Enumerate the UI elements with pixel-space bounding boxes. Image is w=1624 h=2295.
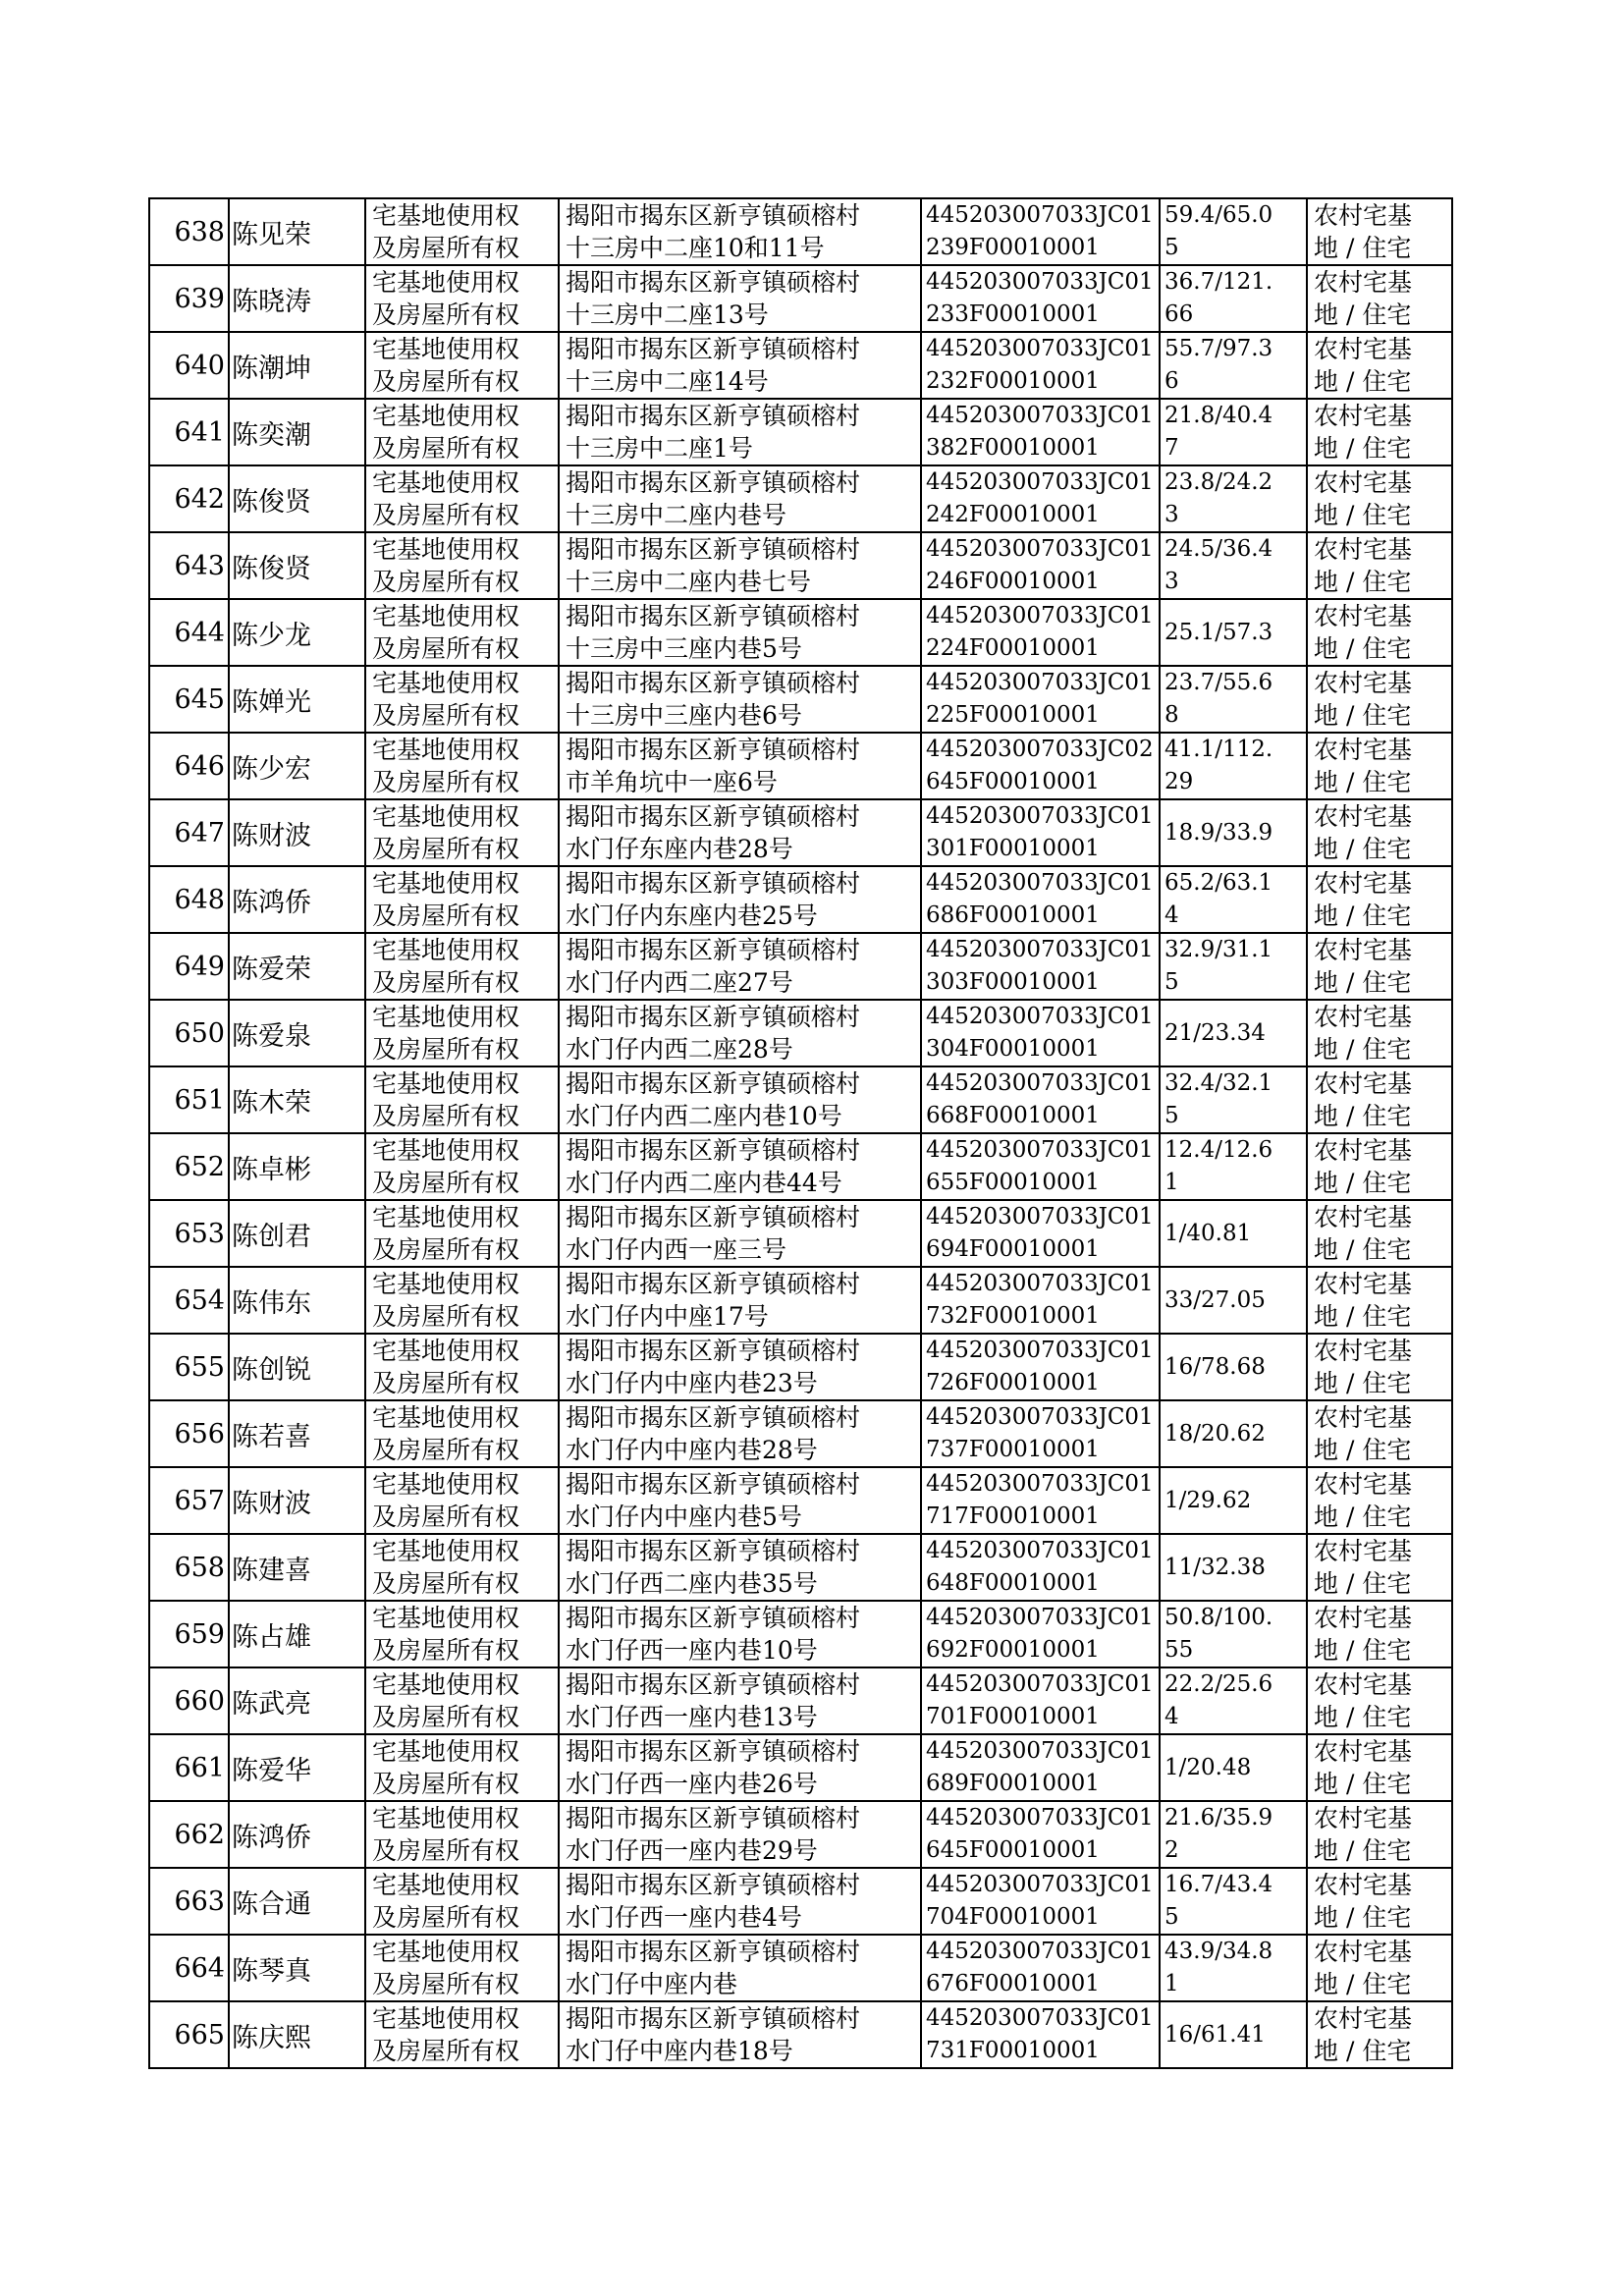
right-type-cell: 宅基地使用权 及房屋所有权 [365, 1066, 559, 1133]
area-value-cell: 32.9/31.1 5 [1160, 933, 1307, 1000]
table-row [149, 1667, 1452, 1734]
land-use-cell: 农村宅基 地 / 住宅 [1307, 733, 1452, 799]
owner-name-cell: 陈见荣 [229, 198, 365, 265]
unit-code-cell: 445203007033JC01 686F00010001 [921, 866, 1160, 933]
unit-code-cell: 445203007033JC01 655F00010001 [921, 1133, 1160, 1200]
land-use-cell: 农村宅基 地 / 住宅 [1307, 1267, 1452, 1334]
area-value-cell: 65.2/63.1 4 [1160, 866, 1307, 933]
owner-name-cell: 陈俊贤 [229, 465, 365, 532]
row-number-cell: 657 [149, 1467, 229, 1534]
table-row [149, 1400, 1452, 1467]
area-value-cell: 18.9/33.9 [1160, 799, 1307, 866]
owner-name-cell: 陈木荣 [229, 1066, 365, 1133]
row-number-cell: 642 [149, 465, 229, 532]
unit-code-cell: 445203007033JC01 731F00010001 [921, 2001, 1160, 2068]
land-use-cell: 农村宅基 地 / 住宅 [1307, 1467, 1452, 1534]
land-use-cell: 农村宅基 地 / 住宅 [1307, 1801, 1452, 1868]
right-type-cell: 宅基地使用权 及房屋所有权 [365, 1000, 559, 1066]
property-address-cell: 揭阳市揭东区新亨镇硕榕村 水门仔内中座17号 [559, 1267, 921, 1334]
land-use-cell: 农村宅基 地 / 住宅 [1307, 332, 1452, 399]
table-row [149, 532, 1452, 599]
right-type-cell: 宅基地使用权 及房屋所有权 [365, 1400, 559, 1467]
area-value-cell: 32.4/32.1 5 [1160, 1066, 1307, 1133]
right-type-cell: 宅基地使用权 及房屋所有权 [365, 2001, 559, 2068]
property-address-cell: 揭阳市揭东区新亨镇硕榕村 水门仔东座内巷28号 [559, 799, 921, 866]
land-use-cell: 农村宅基 地 / 住宅 [1307, 1133, 1452, 1200]
land-use-cell: 农村宅基 地 / 住宅 [1307, 532, 1452, 599]
area-value-cell: 16.7/43.4 5 [1160, 1868, 1307, 1935]
area-value-cell: 36.7/121. 66 [1160, 265, 1307, 332]
row-number-cell: 638 [149, 198, 229, 265]
row-number-cell: 651 [149, 1066, 229, 1133]
right-type-cell: 宅基地使用权 及房屋所有权 [365, 1667, 559, 1734]
table-row [149, 733, 1452, 799]
land-use-cell: 农村宅基 地 / 住宅 [1307, 1334, 1452, 1400]
right-type-cell: 宅基地使用权 及房屋所有权 [365, 733, 559, 799]
table-row [149, 465, 1452, 532]
land-use-cell: 农村宅基 地 / 住宅 [1307, 1066, 1452, 1133]
property-address-cell: 揭阳市揭东区新亨镇硕榕村 水门仔内中座内巷5号 [559, 1467, 921, 1534]
right-type-cell: 宅基地使用权 及房屋所有权 [365, 1133, 559, 1200]
area-value-cell: 43.9/34.8 1 [1160, 1935, 1307, 2001]
right-type-cell: 宅基地使用权 及房屋所有权 [365, 265, 559, 332]
row-number-cell: 663 [149, 1868, 229, 1935]
area-value-cell: 18/20.62 [1160, 1400, 1307, 1467]
land-use-cell: 农村宅基 地 / 住宅 [1307, 599, 1452, 666]
row-number-cell: 660 [149, 1667, 229, 1734]
property-address-cell: 揭阳市揭东区新亨镇硕榕村 十三房中三座内巷6号 [559, 666, 921, 733]
unit-code-cell: 445203007033JC02 645F00010001 [921, 733, 1160, 799]
unit-code-cell: 445203007033JC01 648F00010001 [921, 1534, 1160, 1601]
land-use-cell: 农村宅基 地 / 住宅 [1307, 399, 1452, 465]
property-address-cell: 揭阳市揭东区新亨镇硕榕村 十三房中二座内巷七号 [559, 532, 921, 599]
table-row [149, 799, 1452, 866]
row-number-cell: 664 [149, 1935, 229, 2001]
area-value-cell: 50.8/100. 55 [1160, 1601, 1307, 1667]
owner-name-cell: 陈潮坤 [229, 332, 365, 399]
area-value-cell: 1/20.48 [1160, 1734, 1307, 1801]
unit-code-cell: 445203007033JC01 382F00010001 [921, 399, 1160, 465]
owner-name-cell: 陈鸿侨 [229, 1801, 365, 1868]
unit-code-cell: 445203007033JC01 717F00010001 [921, 1467, 1160, 1534]
table-row [149, 1000, 1452, 1066]
property-address-cell: 揭阳市揭东区新亨镇硕榕村 十三房中二座13号 [559, 265, 921, 332]
right-type-cell: 宅基地使用权 及房屋所有权 [365, 866, 559, 933]
unit-code-cell: 445203007033JC01 701F00010001 [921, 1667, 1160, 1734]
table-row [149, 599, 1452, 666]
property-address-cell: 揭阳市揭东区新亨镇硕榕村 水门仔内西二座27号 [559, 933, 921, 1000]
row-number-cell: 645 [149, 666, 229, 733]
owner-name-cell: 陈奕潮 [229, 399, 365, 465]
registration-table [148, 197, 1453, 2069]
row-number-cell: 665 [149, 2001, 229, 2068]
area-value-cell: 24.5/36.4 3 [1160, 532, 1307, 599]
unit-code-cell: 445203007033JC01 225F00010001 [921, 666, 1160, 733]
right-type-cell: 宅基地使用权 及房屋所有权 [365, 799, 559, 866]
property-address-cell: 揭阳市揭东区新亨镇硕榕村 水门仔内西二座28号 [559, 1000, 921, 1066]
unit-code-cell: 445203007033JC01 694F00010001 [921, 1200, 1160, 1267]
right-type-cell: 宅基地使用权 及房屋所有权 [365, 1267, 559, 1334]
land-use-cell: 农村宅基 地 / 住宅 [1307, 198, 1452, 265]
land-use-cell: 农村宅基 地 / 住宅 [1307, 1935, 1452, 2001]
area-value-cell: 23.8/24.2 3 [1160, 465, 1307, 532]
row-number-cell: 639 [149, 265, 229, 332]
right-type-cell: 宅基地使用权 及房屋所有权 [365, 532, 559, 599]
right-type-cell: 宅基地使用权 及房屋所有权 [365, 1467, 559, 1534]
unit-code-cell: 445203007033JC01 303F00010001 [921, 933, 1160, 1000]
owner-name-cell: 陈卓彬 [229, 1133, 365, 1200]
property-address-cell: 揭阳市揭东区新亨镇硕榕村 水门仔中座内巷 [559, 1935, 921, 2001]
unit-code-cell: 445203007033JC01 242F00010001 [921, 465, 1160, 532]
area-value-cell: 33/27.05 [1160, 1267, 1307, 1334]
property-address-cell: 揭阳市揭东区新亨镇硕榕村 十三房中二座14号 [559, 332, 921, 399]
table-row [149, 1601, 1452, 1667]
owner-name-cell: 陈爱泉 [229, 1000, 365, 1066]
owner-name-cell: 陈占雄 [229, 1601, 365, 1667]
area-value-cell: 21/23.34 [1160, 1000, 1307, 1066]
area-value-cell: 1/40.81 [1160, 1200, 1307, 1267]
land-use-cell: 农村宅基 地 / 住宅 [1307, 1667, 1452, 1734]
unit-code-cell: 445203007033JC01 689F00010001 [921, 1734, 1160, 1801]
owner-name-cell: 陈财波 [229, 799, 365, 866]
unit-code-cell: 445203007033JC01 239F00010001 [921, 198, 1160, 265]
land-use-cell: 农村宅基 地 / 住宅 [1307, 666, 1452, 733]
land-use-cell: 农村宅基 地 / 住宅 [1307, 1534, 1452, 1601]
property-address-cell: 揭阳市揭东区新亨镇硕榕村 水门仔内西二座内巷10号 [559, 1066, 921, 1133]
land-use-cell: 农村宅基 地 / 住宅 [1307, 2001, 1452, 2068]
row-number-cell: 650 [149, 1000, 229, 1066]
land-use-cell: 农村宅基 地 / 住宅 [1307, 465, 1452, 532]
area-value-cell: 1/29.62 [1160, 1467, 1307, 1534]
right-type-cell: 宅基地使用权 及房屋所有权 [365, 1334, 559, 1400]
owner-name-cell: 陈财波 [229, 1467, 365, 1534]
row-number-cell: 648 [149, 866, 229, 933]
table-row [149, 1267, 1452, 1334]
area-value-cell: 59.4/65.0 5 [1160, 198, 1307, 265]
right-type-cell: 宅基地使用权 及房屋所有权 [365, 1534, 559, 1601]
owner-name-cell: 陈武亮 [229, 1667, 365, 1734]
owner-name-cell: 陈爱华 [229, 1734, 365, 1801]
unit-code-cell: 445203007033JC01 676F00010001 [921, 1935, 1160, 2001]
unit-code-cell: 445203007033JC01 304F00010001 [921, 1000, 1160, 1066]
right-type-cell: 宅基地使用权 及房屋所有权 [365, 332, 559, 399]
land-use-cell: 农村宅基 地 / 住宅 [1307, 1400, 1452, 1467]
unit-code-cell: 445203007033JC01 233F00010001 [921, 265, 1160, 332]
area-value-cell: 16/61.41 [1160, 2001, 1307, 2068]
table-row [149, 1200, 1452, 1267]
table-row [149, 332, 1452, 399]
owner-name-cell: 陈少龙 [229, 599, 365, 666]
row-number-cell: 659 [149, 1601, 229, 1667]
owner-name-cell: 陈少宏 [229, 733, 365, 799]
table-row [149, 1801, 1452, 1868]
row-number-cell: 641 [149, 399, 229, 465]
land-use-cell: 农村宅基 地 / 住宅 [1307, 866, 1452, 933]
unit-code-cell: 445203007033JC01 645F00010001 [921, 1801, 1160, 1868]
right-type-cell: 宅基地使用权 及房屋所有权 [365, 1868, 559, 1935]
area-value-cell: 55.7/97.3 6 [1160, 332, 1307, 399]
table-row [149, 933, 1452, 1000]
table-row [149, 1534, 1452, 1601]
land-use-cell: 农村宅基 地 / 住宅 [1307, 933, 1452, 1000]
area-value-cell: 25.1/57.3 [1160, 599, 1307, 666]
property-address-cell: 揭阳市揭东区新亨镇硕榕村 水门仔西一座内巷26号 [559, 1734, 921, 1801]
table-row [149, 1066, 1452, 1133]
row-number-cell: 658 [149, 1534, 229, 1601]
owner-name-cell: 陈晓涛 [229, 265, 365, 332]
right-type-cell: 宅基地使用权 及房屋所有权 [365, 1935, 559, 2001]
owner-name-cell: 陈俊贤 [229, 532, 365, 599]
right-type-cell: 宅基地使用权 及房屋所有权 [365, 599, 559, 666]
table-row [149, 1734, 1452, 1801]
owner-name-cell: 陈若喜 [229, 1400, 365, 1467]
owner-name-cell: 陈伟东 [229, 1267, 365, 1334]
row-number-cell: 661 [149, 1734, 229, 1801]
area-value-cell: 16/78.68 [1160, 1334, 1307, 1400]
property-address-cell: 揭阳市揭东区新亨镇硕榕村 十三房中三座内巷5号 [559, 599, 921, 666]
area-value-cell: 12.4/12.6 1 [1160, 1133, 1307, 1200]
table-row [149, 198, 1452, 265]
property-address-cell: 揭阳市揭东区新亨镇硕榕村 水门仔西一座内巷4号 [559, 1868, 921, 1935]
unit-code-cell: 445203007033JC01 726F00010001 [921, 1334, 1160, 1400]
right-type-cell: 宅基地使用权 及房屋所有权 [365, 933, 559, 1000]
owner-name-cell: 陈合通 [229, 1868, 365, 1935]
property-address-cell: 揭阳市揭东区新亨镇硕榕村 水门仔中座内巷18号 [559, 2001, 921, 2068]
row-number-cell: 653 [149, 1200, 229, 1267]
property-address-cell: 揭阳市揭东区新亨镇硕榕村 水门仔内中座内巷23号 [559, 1334, 921, 1400]
unit-code-cell: 445203007033JC01 692F00010001 [921, 1601, 1160, 1667]
row-number-cell: 656 [149, 1400, 229, 1467]
row-number-cell: 655 [149, 1334, 229, 1400]
land-use-cell: 农村宅基 地 / 住宅 [1307, 799, 1452, 866]
property-address-cell: 揭阳市揭东区新亨镇硕榕村 水门仔内中座内巷28号 [559, 1400, 921, 1467]
owner-name-cell: 陈庆熙 [229, 2001, 365, 2068]
unit-code-cell: 445203007033JC01 668F00010001 [921, 1066, 1160, 1133]
unit-code-cell: 445203007033JC01 232F00010001 [921, 332, 1160, 399]
right-type-cell: 宅基地使用权 及房屋所有权 [365, 1200, 559, 1267]
property-address-cell: 揭阳市揭东区新亨镇硕榕村 水门仔西二座内巷35号 [559, 1534, 921, 1601]
right-type-cell: 宅基地使用权 及房屋所有权 [365, 198, 559, 265]
owner-name-cell: 陈创锐 [229, 1334, 365, 1400]
right-type-cell: 宅基地使用权 及房屋所有权 [365, 1601, 559, 1667]
table-row [149, 866, 1452, 933]
table-row [149, 1133, 1452, 1200]
property-address-cell: 揭阳市揭东区新亨镇硕榕村 水门仔内西一座三号 [559, 1200, 921, 1267]
property-address-cell: 揭阳市揭东区新亨镇硕榕村 水门仔内西二座内巷44号 [559, 1133, 921, 1200]
table-row [149, 265, 1452, 332]
table-row [149, 1467, 1452, 1534]
right-type-cell: 宅基地使用权 及房屋所有权 [365, 465, 559, 532]
table-row [149, 1868, 1452, 1935]
owner-name-cell: 陈爱荣 [229, 933, 365, 1000]
owner-name-cell: 陈琴真 [229, 1935, 365, 2001]
land-use-cell: 农村宅基 地 / 住宅 [1307, 1601, 1452, 1667]
right-type-cell: 宅基地使用权 及房屋所有权 [365, 1734, 559, 1801]
unit-code-cell: 445203007033JC01 737F00010001 [921, 1400, 1160, 1467]
table-row [149, 1334, 1452, 1400]
land-use-cell: 农村宅基 地 / 住宅 [1307, 1200, 1452, 1267]
area-value-cell: 22.2/25.6 4 [1160, 1667, 1307, 1734]
table-row [149, 399, 1452, 465]
area-value-cell: 21.6/35.9 2 [1160, 1801, 1307, 1868]
land-use-cell: 农村宅基 地 / 住宅 [1307, 1000, 1452, 1066]
owner-name-cell: 陈婵光 [229, 666, 365, 733]
table-row [149, 1935, 1452, 2001]
owner-name-cell: 陈建喜 [229, 1534, 365, 1601]
row-number-cell: 662 [149, 1801, 229, 1868]
row-number-cell: 647 [149, 799, 229, 866]
row-number-cell: 652 [149, 1133, 229, 1200]
property-address-cell: 揭阳市揭东区新亨镇硕榕村 市羊角坑中一座6号 [559, 733, 921, 799]
right-type-cell: 宅基地使用权 及房屋所有权 [365, 1801, 559, 1868]
property-address-cell: 揭阳市揭东区新亨镇硕榕村 水门仔西一座内巷10号 [559, 1601, 921, 1667]
row-number-cell: 649 [149, 933, 229, 1000]
property-address-cell: 揭阳市揭东区新亨镇硕榕村 水门仔西一座内巷29号 [559, 1801, 921, 1868]
row-number-cell: 640 [149, 332, 229, 399]
unit-code-cell: 445203007033JC01 704F00010001 [921, 1868, 1160, 1935]
owner-name-cell: 陈鸿侨 [229, 866, 365, 933]
property-address-cell: 揭阳市揭东区新亨镇硕榕村 水门仔西一座内巷13号 [559, 1667, 921, 1734]
unit-code-cell: 445203007033JC01 224F00010001 [921, 599, 1160, 666]
area-value-cell: 11/32.38 [1160, 1534, 1307, 1601]
unit-code-cell: 445203007033JC01 301F00010001 [921, 799, 1160, 866]
row-number-cell: 654 [149, 1267, 229, 1334]
unit-code-cell: 445203007033JC01 246F00010001 [921, 532, 1160, 599]
property-address-cell: 揭阳市揭东区新亨镇硕榕村 水门仔内东座内巷25号 [559, 866, 921, 933]
table-body [149, 198, 1452, 2068]
table-row [149, 666, 1452, 733]
right-type-cell: 宅基地使用权 及房屋所有权 [365, 399, 559, 465]
property-address-cell: 揭阳市揭东区新亨镇硕榕村 十三房中二座1号 [559, 399, 921, 465]
land-use-cell: 农村宅基 地 / 住宅 [1307, 1868, 1452, 1935]
table-row [149, 2001, 1452, 2068]
land-use-cell: 农村宅基 地 / 住宅 [1307, 265, 1452, 332]
property-address-cell: 揭阳市揭东区新亨镇硕榕村 十三房中二座内巷号 [559, 465, 921, 532]
row-number-cell: 643 [149, 532, 229, 599]
land-use-cell: 农村宅基 地 / 住宅 [1307, 1734, 1452, 1801]
row-number-cell: 644 [149, 599, 229, 666]
owner-name-cell: 陈创君 [229, 1200, 365, 1267]
area-value-cell: 23.7/55.6 8 [1160, 666, 1307, 733]
property-address-cell: 揭阳市揭东区新亨镇硕榕村 十三房中二座10和11号 [559, 198, 921, 265]
row-number-cell: 646 [149, 733, 229, 799]
area-value-cell: 41.1/112. 29 [1160, 733, 1307, 799]
right-type-cell: 宅基地使用权 及房屋所有权 [365, 666, 559, 733]
unit-code-cell: 445203007033JC01 732F00010001 [921, 1267, 1160, 1334]
area-value-cell: 21.8/40.4 7 [1160, 399, 1307, 465]
